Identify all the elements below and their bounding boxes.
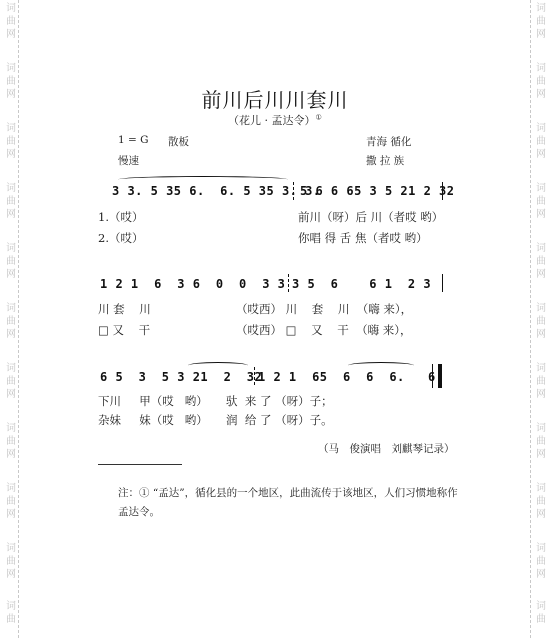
watermark-group: 词 曲 网 bbox=[536, 123, 546, 160]
verse-1-line-2a: 川 套 川 bbox=[98, 302, 151, 316]
watermark-group: 词 曲 网 bbox=[536, 63, 546, 100]
verse-2-line-2b: （哎西） □ 又 干 （嗨 来）， bbox=[236, 323, 412, 337]
score-line-2b: 3 5 6 6 1 2 3 bbox=[292, 277, 432, 291]
barline bbox=[288, 274, 289, 292]
watermark-group: 词 曲 网 bbox=[536, 483, 546, 520]
verse-2-number: 2.（哎） bbox=[98, 231, 144, 245]
watermark-group: 词 曲 网 bbox=[536, 183, 546, 220]
watermark-group: 词 曲 网 bbox=[6, 303, 16, 340]
score-line-2a: 1 2 1 6 3 6 0 0 3 3 bbox=[100, 277, 286, 291]
footnote-text: 注：① “孟达”，循化县的一个地区，此曲流传于该地区，人们习惯地称作孟达令。 bbox=[118, 487, 458, 518]
barline bbox=[442, 182, 443, 200]
verse-1-number: 1.（哎） bbox=[98, 210, 144, 224]
watermark-group: 词 曲 网 bbox=[6, 3, 16, 40]
key-signature: 1 = G bbox=[118, 134, 149, 146]
verse-2-line-3: 杂妹 妹（哎 哟） 润 给 了 （呀）子。 bbox=[98, 413, 333, 427]
performer-credit: （马 俊演唱 刘麒琴记录） bbox=[318, 443, 455, 455]
verse-1-line-3: 下川 甲（哎 哟） 驮 来 了 （呀）子； bbox=[98, 394, 333, 408]
barline bbox=[293, 182, 294, 200]
tempo-marking: 散板 bbox=[168, 136, 189, 148]
song-subtitle: （花儿 · 孟达令）① bbox=[228, 113, 322, 127]
barline bbox=[254, 367, 255, 385]
watermark-group: 词 曲 网 bbox=[6, 63, 16, 100]
watermark-group: 词 曲 网 bbox=[536, 243, 546, 280]
footnote-marker: ① bbox=[315, 113, 322, 122]
watermark-group: 词 曲 网 bbox=[536, 3, 546, 40]
score-line-1a: 3 3. 5 35 6. 6. 5 35 3. 3. bbox=[112, 184, 321, 198]
watermark-group: 词 曲 网 bbox=[6, 123, 16, 160]
watermark-group: 词 曲 bbox=[536, 601, 546, 625]
watermark-group: 词 曲 网 bbox=[6, 423, 16, 460]
watermark-group: 词 曲 网 bbox=[6, 243, 16, 280]
speed-marking: 慢速 bbox=[118, 155, 139, 167]
score-line-1b: 5 6 6 65 3 5 21 2 32 bbox=[300, 184, 455, 198]
watermark-group: 词 曲 网 bbox=[536, 543, 546, 580]
region-label: 青海 循化 bbox=[366, 136, 412, 148]
final-barline-thick bbox=[438, 364, 442, 388]
footnote-divider bbox=[98, 464, 182, 465]
watermark-group: 词 曲 网 bbox=[6, 543, 16, 580]
watermark-group: 词 曲 网 bbox=[536, 303, 546, 340]
final-barline-thin bbox=[432, 364, 433, 388]
verse-1-line-2b: （哎西） 川 套 川 （嗨 来）， bbox=[236, 302, 413, 316]
phrase-slur bbox=[188, 362, 248, 369]
verse-1-line-1: 前川（呀）后 川（者哎 哟） bbox=[298, 210, 444, 224]
watermark-group: 词 曲 网 bbox=[6, 183, 16, 220]
phrase-slur bbox=[118, 176, 288, 183]
watermark-group: 词 曲 网 bbox=[536, 423, 546, 460]
phrase-slur bbox=[348, 362, 414, 369]
verse-2-line-2a: □ 又 干 bbox=[98, 323, 151, 337]
watermark-group: 词 曲 bbox=[6, 601, 16, 625]
score-line-3a: 6 5 3 5 3 21 2 32 bbox=[100, 370, 263, 384]
watermark-group: 词 曲 网 bbox=[536, 363, 546, 400]
watermark-group: 词 曲 网 bbox=[6, 483, 16, 520]
song-title: 前川后川川套川 bbox=[201, 88, 349, 112]
ethnicity-label: 撒 拉 族 bbox=[366, 155, 405, 167]
watermark-group: 词 曲 网 bbox=[6, 363, 16, 400]
score-line-3b: 1 2 1 65 6 6 6. 6. bbox=[258, 370, 444, 384]
verse-2-line-1: 你唱 得 舌 焦（者哎 哟） bbox=[298, 231, 428, 245]
barline bbox=[442, 274, 443, 292]
